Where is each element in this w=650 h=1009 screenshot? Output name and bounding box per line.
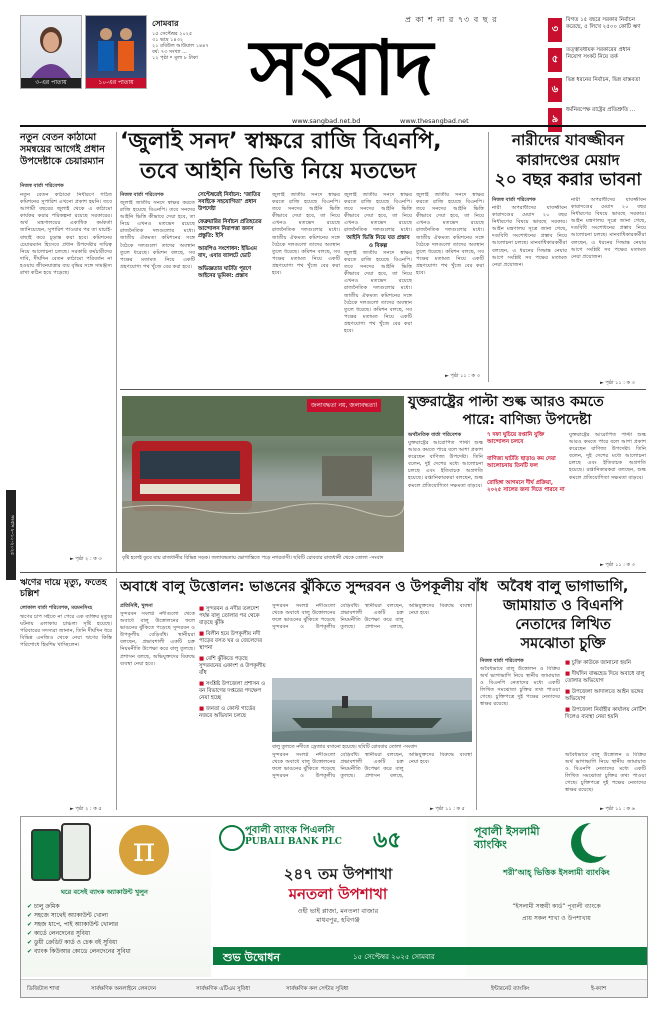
feature-item [27, 920, 207, 929]
feature-list [27, 902, 207, 956]
bullet-item [565, 660, 646, 667]
date-bangla: ৩১ ভাদ্র ১৪৩২ [152, 37, 184, 43]
footer-item: ডিজিটাল শাখা [27, 986, 60, 992]
bullet-text: উপজেলা আদালতে আইন ভঙ্গের অভিযোগ [565, 689, 644, 702]
continued: ► পৃষ্ঠা ১১ : ক ৩ [445, 373, 480, 379]
continued: ► পৃষ্ঠা ২ : ক ৩ [70, 556, 102, 562]
woman-portrait-icon [21, 16, 81, 78]
sand-bullets [199, 606, 269, 720]
article-body: ঋণের চাপ সইতে না পেরে এক ব্যক্তির মৃত্যুর ঘটনায় এলাকায় চাঞ্চল্য সৃষ্টি হয়েছে। পরিবারের সদস্যরা জানান, তিনি দীর্ঘদিন ধরে বিভিন্ন এনজিও থেকে নেয়া ঋণের কিস্তি পরিশোধে হিমশিম খাচ্ছিলেন। [20, 614, 112, 649]
bullet-icon: ■ [199, 606, 206, 612]
footer-item: ই-ক্যাশ [591, 986, 607, 992]
opening-date: ১৫ সেপ্টেম্বর ২০২৫ সোমবার [353, 953, 435, 961]
pi-logo-icon: π [119, 825, 169, 875]
date-english: ১৫ সেপ্টেম্বর ২০২৫ [152, 31, 193, 37]
feature-item [27, 911, 207, 920]
bullet-icon: ■ [565, 689, 572, 695]
column-rule [476, 578, 477, 810]
masthead-date-block [152, 18, 242, 61]
index-text: তত্ত্বাবধায়ক সরকারের প্রধান নিয়োগ সংকট নিয়ে তর্ক [566, 47, 631, 60]
promo-thumb-cricket[interactable] [85, 15, 147, 89]
sand2-body-col2: অবৈধভাবে বালু উত্তোলন ও বিক্রির অর্থ ভাগাভাগি নিয়ে স্থানীয় জামায়াত ও বিএনপি নেতাদের মধ্যে একটি লিখিত সমঝোতা চুক্তির তথ্য পাওয়া গেছে। চুক্তিপত্রে দুই পক্ষের নেতাদের স্বাক্ষর রয়েছে। [565, 752, 646, 794]
feature-text: সহজ ধাপে, পাই অ্যাকাউন্ট খোলার [33, 921, 119, 928]
check-icon: ✔ [27, 948, 34, 955]
day: সোমবার [152, 19, 179, 28]
tariff-body-col3: যুক্তরাষ্ট্রের আরোপিত পাল্টা শুল্ক আরও কমতে পারে বলে আশা প্রকাশ করেছেন বাণিজ্য উপদেষ্টা। তিনি বলেন, দুই দেশের মধ্যে আলোচনা চলছে এবং ইতিবাচক অগ্রগতি হয়েছে। রপ্তানিকারকরা বলছেন, শুল্ক কমলে প্রতিযোগিতা সক্ষমতা বাড়বে। [569, 432, 646, 481]
index-number: ৩ [548, 18, 562, 42]
lead-body-col1: জুলাই জাতীয় সনদে স্বাক্ষর করতে রাজি হয়েছে বিএনপি। তবে সনদের আইনি ভিত্তি কীভাবে দেয়া হবে, তা নিয়ে এখনও মতভেদ রয়েছে রাজনৈতিক দলগুলোর মধ্যে। জাতীয় ঐকমত্য কমিশনের সঙ্গে বৈঠকে দলগুলো তাদের অবস্থান তুলে ধরেছে। কমিশন বলছে, সব পক্ষের মতামত নিয়ে একটি গ্রহণযোগ্য পথ খুঁজে বের করা হবে। [120, 200, 195, 270]
bus-in-water-icon [122, 396, 404, 552]
index-item[interactable] [548, 46, 646, 76]
sand2-body-col1: অবৈধভাবে বালু উত্তোলন ও বিক্রির অর্থ ভাগাভাগি নিয়ে স্থানীয় জামায়াত ও বিএনপি নেতাদের মধ্যে একটি লিখিত সমঝোতা চুক্তির তথ্য পাওয়া গেছে। চুক্তিপত্রে দুই পক্ষের নেতাদের স্বাক্ষর রয়েছে। [480, 666, 560, 708]
issue-number: বর্ষ: ৭৩ সংখ্যা ... [152, 49, 187, 55]
date-hijri: ২১ রবিউল আউয়াল ১৪৪৭ [152, 43, 209, 49]
lead-sidebar [198, 192, 268, 280]
right-headline-1: নারীদের যাবজ্জীবন [512, 131, 624, 149]
bullet-item [199, 706, 269, 720]
bullet-text: বিলীন হয়ে উপকূলীয় নদী পাড়ের বসত ঘর ও জেলেদের স্থাপনা [199, 631, 263, 651]
column-rule [116, 578, 117, 810]
index-text: ধর্মনিরপেক্ষ রাষ্ট্রের প্রতিশ্রুতি ... [566, 107, 636, 113]
bullet-text: দীর্ঘদিন বাল্কহেড দিয়ে অবাধে বালু তোলার অভিযোগ [565, 671, 645, 684]
flood-photo[interactable] [122, 396, 404, 552]
check-icon: ✔ [27, 921, 34, 928]
boat-photo[interactable] [272, 678, 472, 742]
promo-label: ৩-এর পাতায় [21, 78, 81, 88]
column-rule [116, 132, 117, 572]
footer-item: সার্বক্ষণিক এটিএম সুবিধা [196, 986, 250, 992]
opening-bar [213, 947, 647, 965]
loan-headline[interactable]: ঋণের দায়ে মৃত্যু, ফতেহ চল্লিশ [20, 578, 107, 599]
byline: নিজস্ব বার্তা পরিবেশক [480, 658, 524, 664]
lead-headline-1[interactable]: ‘জুলাই সনদ’ স্বাক্ষরে রাজি বিএনপি, [120, 129, 442, 154]
bullet-icon: ■ [565, 660, 572, 666]
branch-name: মনতলা উপশাখা [288, 885, 388, 903]
bullet-icon: ■ [565, 671, 572, 677]
bullet-item [565, 707, 646, 721]
continued: ► পৃষ্ঠা ১১ : ক ৬ [600, 806, 635, 812]
feature-item [27, 929, 207, 938]
tariff-body-col1: যুক্তরাষ্ট্রের আরোপিত পাল্টা শুল্ক আরও কমতে পারে বলে আশা প্রকাশ করেছেন বাণিজ্য উপদেষ্টা। তিনি বলেন, দুই দেশের মধ্যে আলোচনা চলছে এবং ইতিবাচক অগ্রগতি হয়েছে। রপ্তানিকারকরা বলছেন, শুল্ক কমলে প্রতিযোগিতা সক্ষমতা বাড়বে। [408, 440, 483, 489]
lead-body-col3: জুলাই জাতীয় সনদে স্বাক্ষর করতে রাজি হয়েছে বিএনপি। তবে সনদের আইনি ভিত্তি কীভাবে দেয়া হবে, তা নিয়ে এখনও মতভেদ রয়েছে রাজনৈতিক দলগুলোর মধ্যে। জাতীয় ঐকমত্য কমিশনের সঙ্গে বৈঠকে দলগুলো তাদের অবস্থান তুলে ধরেছে। কমিশন বলছে, সব পক্ষের মতামত নিয়ে একটি গ্রহণযোগ্য পথ খুঁজে বের করা হবে। [272, 192, 340, 277]
bullet-icon: ■ [199, 656, 206, 662]
bank-name-en: PUBALI BANK PLC [245, 837, 342, 847]
byline: অর্থনৈতিক বার্তা পরিবেশক [408, 432, 462, 438]
bullet-text: চুক্তি কাউকে জানানো হয়নি [571, 660, 631, 666]
byline: লোকাল বার্তা পরিবেশক, ময়মনসিংহ [20, 605, 93, 611]
tariff-headline-2: পারে: বাণিজ্য উপদেষ্টা [462, 412, 592, 428]
promo-label: ১০-এর পাতায় [86, 78, 146, 88]
website-2[interactable]: www.thesangbad.net [400, 117, 469, 125]
islamic-sub: শরী’আহ্ ভিত্তিক ইসলামী ব্যাংকিং [503, 868, 610, 877]
dredger-boat-icon [272, 678, 472, 742]
bullet-text: সুন্দরবন ও নদীর তলদেশ পর্যন্ত বালু তোলার পর থেকে বাড়ছে ঝুঁকি [199, 606, 260, 626]
bullet-text: বেশি ঝুঁকিতে পড়ছে সুন্দরবনের একাংশ ও উপকূলীয় বাঁধ [199, 656, 266, 676]
byline: প্রতিনিধি, খুলনা [120, 603, 153, 609]
index-number: ৫ [548, 48, 562, 72]
ad-footer [21, 979, 647, 998]
footer-item: সার্বক্ষণিক অনলাইনে লেনদেন [91, 986, 157, 992]
phone-icon [61, 823, 91, 881]
left-headline[interactable]: নতুন বেতন কাঠামো সমন্বয়ের আগেই প্রধান উপদেষ্টাকে চেয়ারম্যান [20, 132, 105, 167]
bullet-text: উপজেলা নির্বাহীর কার্যালয় নোটিশ দিলেও ব্যবস্থা নেয়া হয়নি [565, 707, 646, 720]
bullet-icon: ■ [199, 631, 206, 637]
tariff-headline[interactable] [408, 393, 646, 429]
bullet-item [199, 606, 269, 627]
feature-text: ব্যাংক কিউআর কোডে লেনদেনের সুবিধা [33, 948, 131, 955]
bullet-icon: ■ [199, 706, 206, 712]
lead-subhead: আইনি ভিত্তি নিয়ে যত প্রস্তাব ও বিকল্প [346, 235, 410, 249]
index-text: বিগত ১৫ বছরে সরকার নির্বাচন করেছে, ৫ লিখে ২৫০০ কোটি ঋণ [566, 17, 641, 30]
sand2-bullets [565, 660, 646, 721]
byline: নিজস্ব বার্তা পরিবেশক [20, 183, 64, 189]
right-headline-3: ২০ বছর করার ভাবনা [494, 170, 642, 190]
feature-item [27, 947, 207, 956]
continued: ► পৃষ্ঠা ২ : ক ৫ [70, 806, 102, 812]
sand-headline[interactable]: অবাধে বালু উত্তোলন: ভাঙনের ঝুঁকিতে সুন্দরবন ও উপকূলীয় বাঁধ [120, 579, 488, 595]
bullet-item [199, 631, 269, 652]
islamic-note: “ইসলামী সঞ্চয়ী কার্ড” পূবালী ব্যাংকে [512, 903, 601, 910]
sand2-headline-3: নেতাদের লিখিত [515, 617, 611, 633]
islamic-note-2: প্রায় সকল শাখা ও উপশাখায় [522, 915, 591, 922]
anniversary-badge: ৬৫ [373, 828, 402, 853]
tariff-quotes [487, 432, 565, 494]
section-rule [20, 572, 646, 573]
continued: ► পৃষ্ঠা ১১ : ক ৩ [600, 562, 635, 568]
sub-head[interactable]: সেপ্টেম্বরেই নির্বাচন: ‘জাতির সবাইকে সহযোগিতা’ প্রধান উপদেষ্টা [198, 192, 261, 212]
feature-text: ডুয়ী ক্রেডিট কার্ড ও চেক বই সুবিধা [33, 939, 118, 946]
tagline: প্র কা শ না র ৭৩ ব ছ র [405, 15, 498, 24]
footer-item: সার্বক্ষণিক কল সেন্টার সুবিধা [286, 986, 349, 992]
promo-thumb-woman[interactable] [20, 15, 82, 89]
lead-body-col5: জুলাই জাতীয় সনদে স্বাক্ষর করতে রাজি হয়েছে বিএনপি। তবে সনদের আইনি ভিত্তি কীভাবে দেয়া হবে, তা নিয়ে এখনও মতভেদ রয়েছে রাজনৈতিক দলগুলোর মধ্যে। জাতীয় ঐকমত্য কমিশনের সঙ্গে বৈঠকে দলগুলো তাদের অবস্থান তুলে ধরেছে। কমিশন বলছে, সব পক্ষের মতামত নিয়ে একটি গ্রহণযোগ্য পথ খুঁজে বের করা হবে। [416, 192, 484, 277]
byline: নিজস্ব বার্তা পরিবেশক [120, 192, 164, 198]
ad-app-panel [21, 817, 211, 977]
feature-item [27, 938, 207, 947]
sand-body-col3: সুন্দরবন সংলগ্ন নদীগুলো থেকে অবাধে বালু উত্তোলনের ফলে ভাঙনের ঝুঁকিতে পড়েছে সুন্দরবন ও উপকূলীয় বেড়িবাঁধ। স্থানীয়রা বলছেন, প্রভাবশালী একটি চক্র নিয়মনীতি উপেক্ষা করে বালু তুলছে। প্রশাসন বলছে, অভিযুক্তদের বিরুদ্ধে ব্যবস্থা নেয়া হবে। [272, 603, 472, 631]
bullet-text: সংশ্লিষ্ট উপজেলা প্রশাসন ও বন বিভাগের দপ্তরের পদক্ষেপ নেয়া হচ্ছে [199, 681, 266, 701]
opening-label: শুভ উদ্বোধন [223, 951, 280, 964]
index-number: ৯ [548, 108, 562, 132]
phone-icon [31, 829, 61, 881]
sand2-headline[interactable] [480, 578, 646, 654]
bullet-item [565, 671, 646, 685]
lead-headline-2[interactable]: তবে আইনি ভিত্তি নিয়ে মতভেদ [140, 159, 417, 184]
check-icon: ✔ [27, 930, 34, 937]
photo-overlay-label: জলাবদ্ধতা নয়, জলাবদ্ধতা! [307, 399, 381, 412]
quote: বাণিজ্য ঘাটতি ছাড়াও কম দেয়া আলোচনায় তিনটি ফল [487, 456, 556, 469]
index-item[interactable] [548, 76, 646, 106]
bullet-icon: ■ [199, 681, 206, 687]
bullet-item [199, 656, 269, 677]
column-rule [488, 132, 489, 382]
bullet-icon: ■ [565, 707, 572, 713]
branch-address: ওহী ভাই প্লাজা, মনতলা বাজার মাধবপুর, হবিগঞ্জ [297, 907, 379, 924]
bank-advertisement[interactable] [20, 816, 648, 998]
continued: ► পৃষ্ঠা ১১ : ক ৩ [600, 380, 635, 386]
continued: ► পৃষ্ঠা ১১ : ক ৫ [430, 806, 465, 812]
bullet-text: জনতা ও কোস্ট গার্ডের নজরে অভিযান চলছে [199, 706, 256, 719]
quote: ৭ দফা ঘুচিয়ে রপ্তানি যুক্তি আন্দোলন চলবে [487, 432, 545, 445]
feature-item [27, 902, 207, 911]
site-logo[interactable]: সংবাদ [250, 23, 432, 112]
byline: নিজস্ব বার্তা পরিবেশক [492, 197, 536, 203]
sand2-headline-4: সমঝোতা চুক্তি [520, 636, 606, 652]
masthead-rule [20, 125, 646, 127]
sub-head[interactable]: আরপিও সংশোধন: ইভিএম বাদ, এবার ব্যালটে ভোট [198, 246, 257, 259]
branch-number: ২৪৭ তম উপশাখা [283, 865, 393, 883]
website-1[interactable]: www.sangbad.net.bd [292, 117, 361, 125]
lead-body-col4: জুলাই জাতীয় সনদে স্বাক্ষর করতে রাজি হয়েছে বিএনপি। তবে সনদের আইনি ভিত্তি কীভাবে দেয়া হবে, তা নিয়ে এখনও মতভেদ রয়েছে রাজনৈতিক দলগুলোর মধ্যে। [344, 192, 412, 232]
bank-name-bn: পূবালী ব্যাংক পিএলসি [245, 825, 335, 836]
feature-text: চালু ক্রমিক [33, 903, 60, 910]
photo-caption: বালু তুলতে নদীতে ড্রেজার বসানো হয়েছে। ছবিটি রোববার তোলা -সংবাদ [272, 744, 417, 750]
right-headline-2: কারাদণ্ডের মেয়াদ [516, 151, 620, 169]
sand-body-col1: সুন্দরবন সংলগ্ন নদীগুলো থেকে অবাধে বালু উত্তোলনের ফলে ভাঙনের ঝুঁকিতে পড়েছে সুন্দরবন ও উপকূলীয় বেড়িবাঁধ। স্থানীয়রা বলছেন, প্রভাবশালী একটি চক্র নিয়মনীতি উপেক্ষা করে বালু তুলছে। প্রশাসন বলছে, অভিযুক্তদের বিরুদ্ধে ব্যবস্থা নেয়া হবে। [120, 611, 195, 667]
side-ticker: সংবাদ ৮-১০-২০২৫ [6, 490, 16, 580]
islamic-title: পূবালী ইসলামী ব্যাংকিং [474, 825, 540, 851]
crescent-cutout [581, 821, 617, 857]
lead-body-col4b: জুলাই জাতীয় সনদে স্বাক্ষর করতে রাজি হয়েছে বিএনপি। তবে সনদের আইনি ভিত্তি কীভাবে দেয়া হবে, তা নিয়ে এখনও মতভেদ রয়েছে রাজনৈতিক দলগুলোর মধ্যে। জাতীয় ঐকমত্য কমিশনের সঙ্গে বৈঠকে দলগুলো তাদের অবস্থান তুলে ধরেছে। কমিশন বলছে, সব পক্ষের মতামত নিয়ে একটি গ্রহণযোগ্য পথ খুঁজে বের করা হবে। [344, 250, 412, 335]
sand2-headline-2: জামায়াত ও বিএনপি [503, 598, 623, 614]
footer-item: ইন্টারনেট ব্যাংকিং [491, 986, 530, 992]
tariff-headline-1: যুক্তরাষ্ট্রের পাল্টা শুল্ক আরও কমতে [408, 394, 604, 410]
bank-logo-icon [219, 825, 245, 851]
index-item[interactable] [548, 16, 646, 46]
cricketers-icon [86, 16, 146, 78]
photo-caption: বৃষ্টি হলেই ডুবে যায় রাজধানীর বিভিন্ন সড়ক। জলাবদ্ধতায় ভোগান্তিতে পড়ে নগরবাসী। ছবিটি রোববার রাজধানী থেকে তোলা -সংবাদ [122, 555, 384, 561]
check-icon: ✔ [27, 939, 34, 946]
article-body: নতুন বেতন কাঠামো নির্ধারণে গঠিত কমিশনের সুপারিশ এখনো প্রকাশ হয়নি। তবে আগামী বছরের জুলাই থেকে এ কাঠামো কার্যকর করার পরিকল্পনা রয়েছে সরকারের। অর্থ মন্ত্রণালয়ের একাধিক কর্মকর্তা জানিয়েছেন, সুপারিশ পাওয়ার পর তা যাচাই-বাছাই করে চূড়ান্ত করা হবে। কমিশনের চেয়ারম্যান হিসেবে প্রধান উপদেষ্টার দায়িত্ব নিয়ে আলোচনা চলছে। সরকারি কর্মচারীদের দাবি, দীর্ঘদিন বেতন কাঠামো পরিবর্তন না হওয়ায় জীবনযাত্রার ব্যয় বৃদ্ধির সঙ্গে সামঞ্জস্য রাখা কঠিন হয়ে পড়েছে। [20, 192, 112, 277]
index-number: ৬ [548, 78, 562, 102]
page-price: ১২ পৃষ্ঠা ‣ মূল্য ৮ টাকা [152, 55, 198, 61]
feature-text: সহজে সাথেই অ্যাকাউন্ট খোলা [33, 912, 109, 919]
index-text: ভিন্ন ধরনের নির্বাচন, ভিন্ন বাস্তবতা [566, 77, 641, 83]
quote: রোহিঙ্গা আগমনে দীর্ঘ প্রক্রিয়া, ২০২৫ সালের জন্য দিতে পারবে না [487, 480, 565, 493]
app-line: ঘরে বসেই ব্যাংক অ্যাকাউন্ট খুলুন [61, 888, 148, 896]
right-body-col1: নারী অপরাধীদের যাবজ্জীবন কারাদণ্ডের মেয়াদ ২০ বছর নির্ধারণের বিষয়ে ভাবছে সরকার। আইন মন্ত্রণালয় সূত্রে জানা গেছে, দণ্ডবিধি সংশোধনের প্রস্তাব নিয়ে আলোচনা চলছে। মানবাধিকারকর্মীরা বলছেন, এ ধরনের সিদ্ধান্ত নেয়ার আগে সংশ্লিষ্ট সব পক্ষের মতামত নেয়া প্রয়োজন। [492, 205, 567, 268]
right-headline[interactable] [490, 130, 646, 190]
bullet-item [199, 681, 269, 702]
sand-body-col4: সুন্দরবন সংলগ্ন নদীগুলো থেকে অবাধে বালু উত্তোলনের ফলে ভাঙনের ঝুঁকিতে পড়েছে সুন্দরবন ও উপকূলীয় বেড়িবাঁধ। স্থানীয়রা বলছেন, প্রভাবশালী একটি চক্র নিয়মনীতি উপেক্ষা করে বালু তুলছে। প্রশাসন বলছে, অভিযুক্তদের বিরুদ্ধে ব্যবস্থা নেয়া হবে। [272, 752, 472, 780]
sub-head[interactable]: ফেব্রুয়ারির নির্বাচন প্রতিহতের আন্দোলন নিরাপত্তা জনস প্রস্তুতি: ইসি [198, 219, 262, 239]
right-body-col2: নারী অপরাধীদের যাবজ্জীবন কারাদণ্ডের মেয়াদ ২০ বছর নির্ধারণের বিষয়ে ভাবছে সরকার। আইন মন্ত্রণালয় সূত্রে জানা গেছে, দণ্ডবিধি সংশোধনের প্রস্তাব নিয়ে আলোচনা চলছে। মানবাধিকারকর্মীরা বলছেন, এ ধরনের সিদ্ধান্ত নেয়ার আগে সংশ্লিষ্ট সব পক্ষের মতামত নেয়া প্রয়োজন। [571, 197, 646, 260]
sub-head[interactable]: অভিজ্ঞতার ঘাটতি পূরণে আইনের ভূমিকা: প্রস্তাব [198, 266, 252, 279]
check-icon: ✔ [27, 912, 34, 919]
section-rule [120, 389, 646, 390]
feature-text: কার্ডে লেনদেনের সুবিধা [33, 930, 90, 937]
bullet-item [565, 689, 646, 703]
sand2-headline-1: অবৈধ বালু ভাগাভাগি, [497, 579, 629, 595]
check-icon: ✔ [27, 903, 34, 910]
